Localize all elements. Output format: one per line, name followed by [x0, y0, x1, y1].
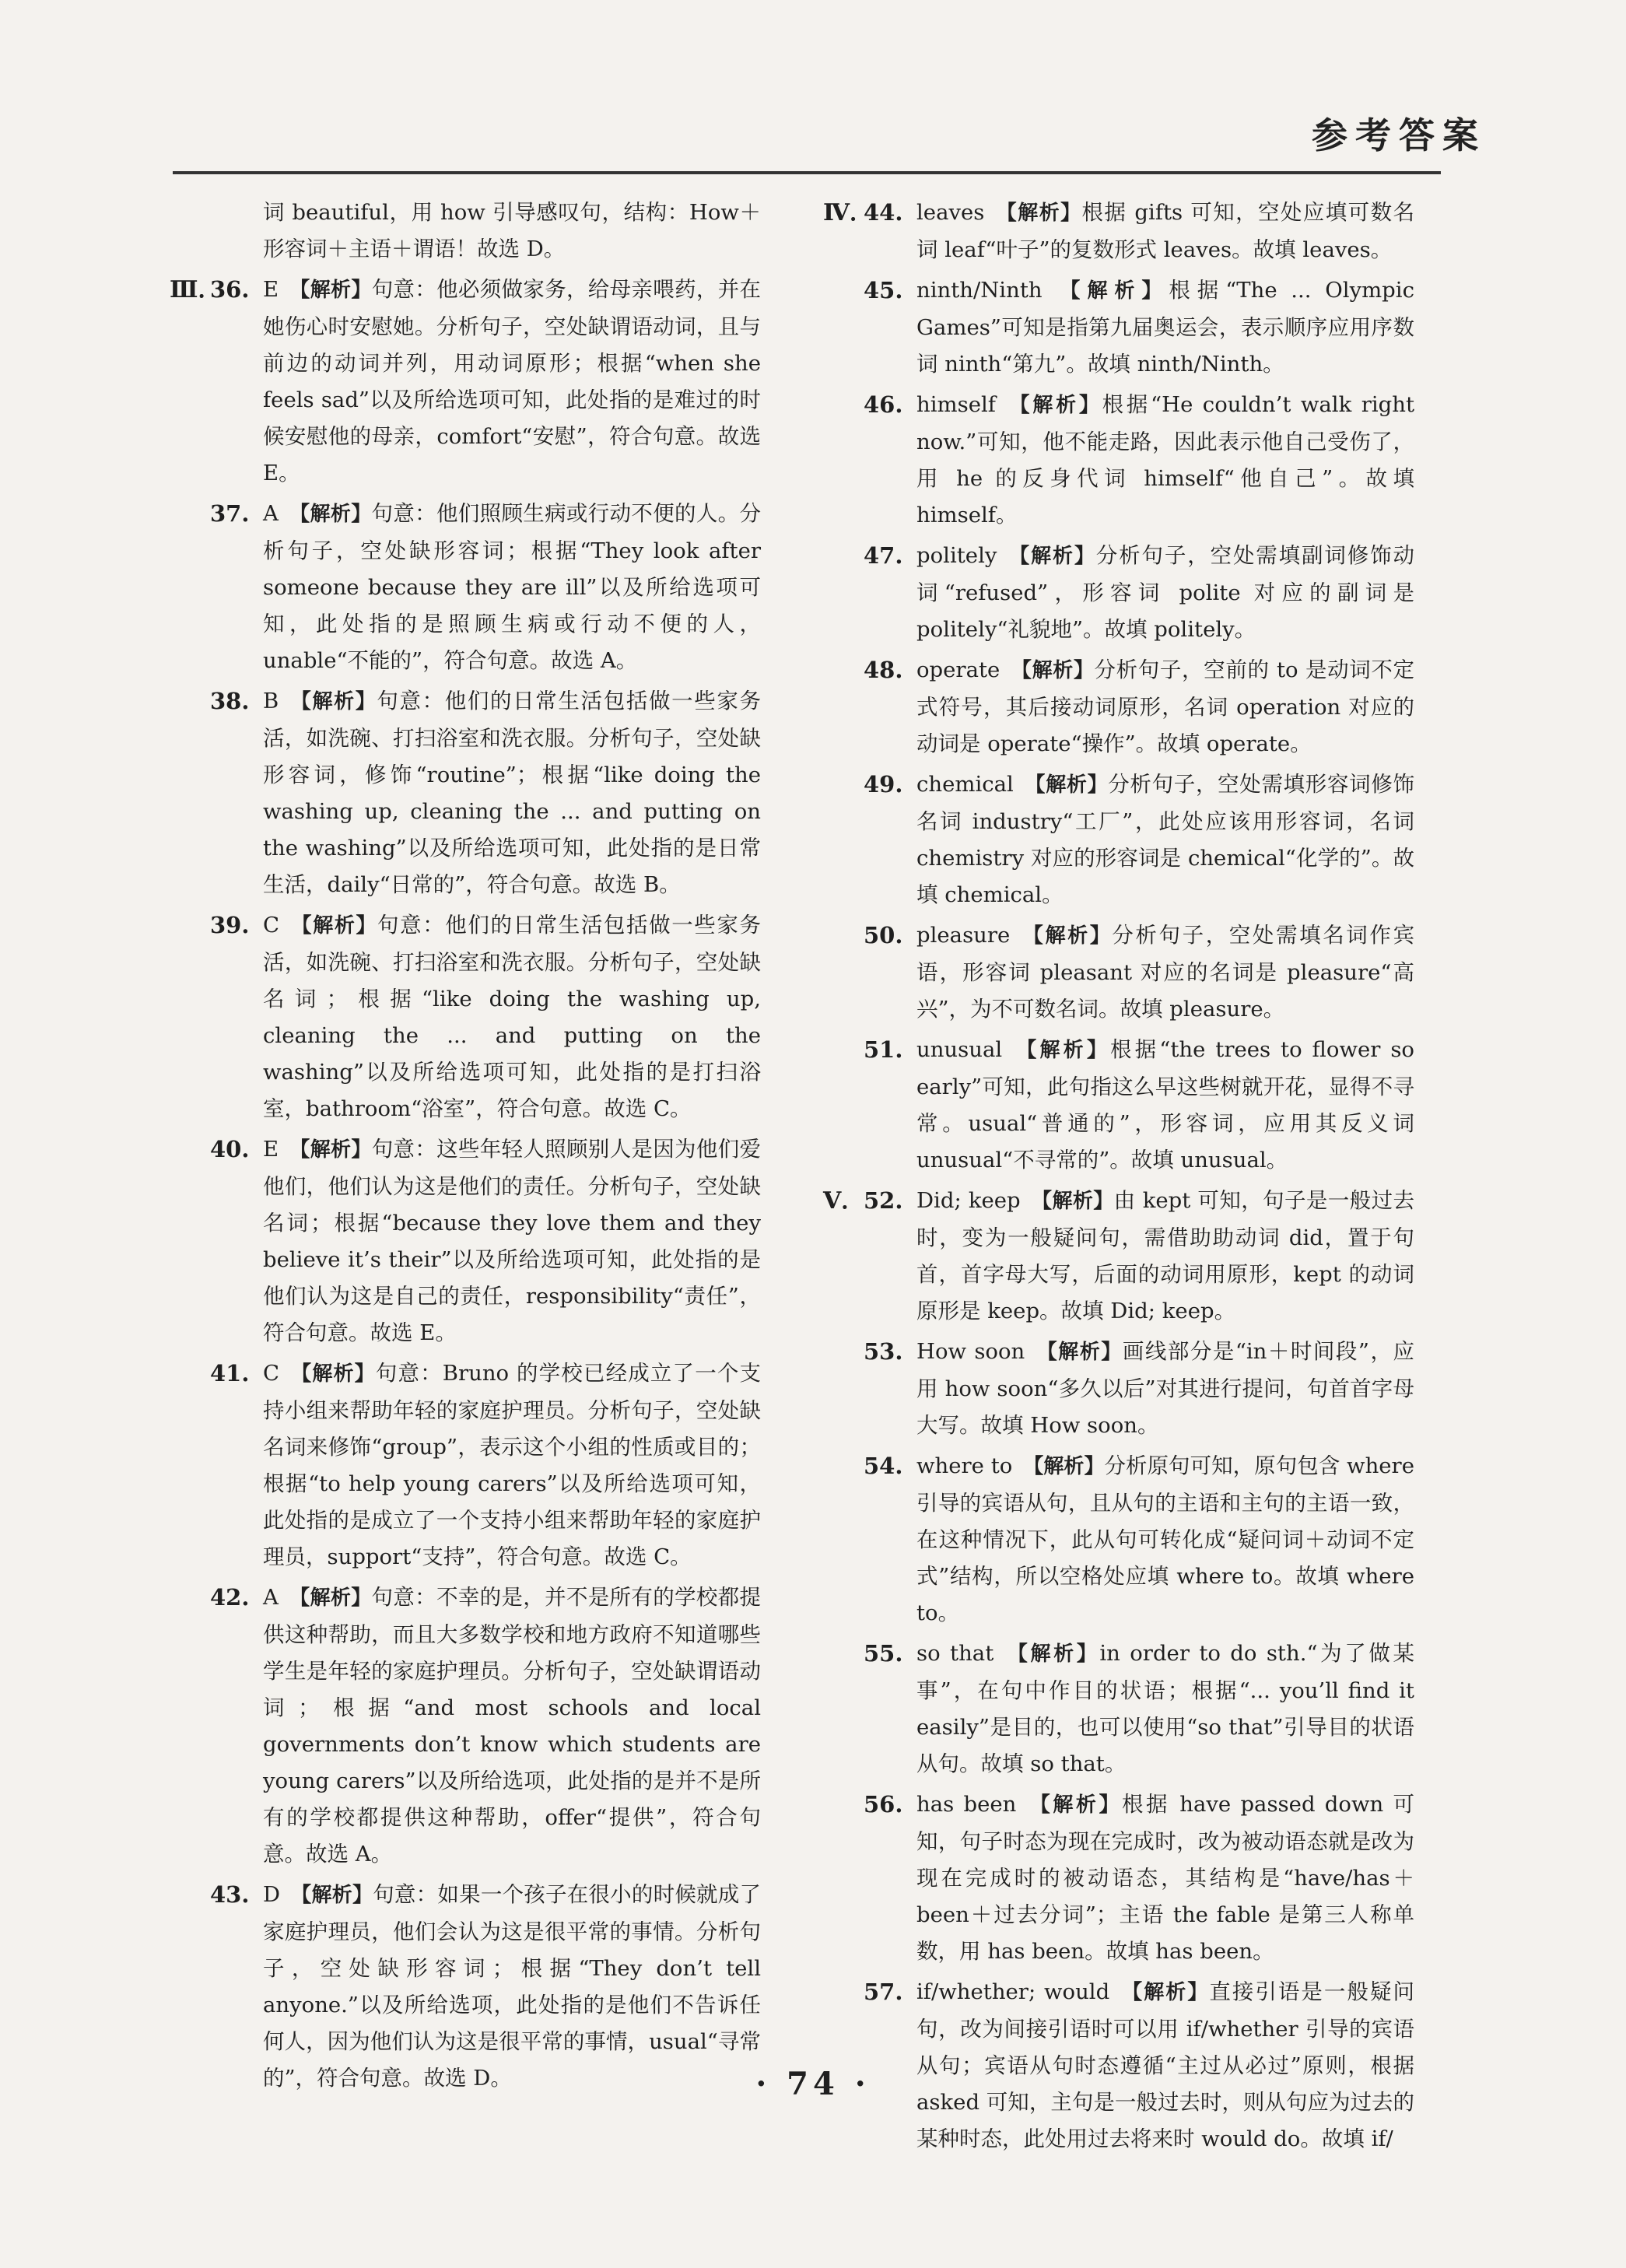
- answer-entry-56: [823, 1786, 1414, 1970]
- answer-value: so that: [916, 1641, 994, 1666]
- answer-value: politely: [916, 543, 997, 568]
- header-divider: [173, 171, 1441, 174]
- entry-body: [263, 1131, 761, 1351]
- analysis-tag: 【 解析 】: [1053, 279, 1169, 303]
- answer-value: C: [263, 913, 280, 938]
- analysis-text: 句意：不幸的是，并不是所有的学校都提供这种帮助，而且大多数学校和地方政府不知道哪些学生是年轻的家庭护理员。分析句子，空处缺谓语动词；根据“and most schools and local governments don’t know which students are young carers”以及所给选项，此处指的是并不是所有的学校都提供这种帮助，offer“提供”，符合句意。故选 A。: [263, 1585, 761, 1867]
- analysis-text: 画线部分是“in＋时间段”，应用 how soon“多久以后”对其进行提问，句首首字母大写。故填 How soon。: [916, 1339, 1414, 1438]
- entry-body: [263, 496, 761, 679]
- question-number: 49.: [864, 771, 903, 797]
- question-number: 48.: [864, 657, 903, 683]
- question-number: 39.: [210, 912, 250, 938]
- answer-value: B: [263, 689, 279, 713]
- answer-entry-37: [170, 496, 761, 679]
- section-numeral: Ⅴ．: [823, 1187, 865, 1215]
- analysis-text: 句意：如果一个孩子在很小的时候就成了家庭护理员，他们会认为这是很平常的事情。分析句子，空处缺形容词；根据“They don’t tell anyone.”以及所给选项，此处指的是他们不告诉任何人，因为他们认为这是很平常的事情，usual“寻常的”，符合句意。故选 D。: [263, 1882, 761, 2091]
- answer-value: pleasure: [916, 923, 1011, 948]
- answer-value: A: [263, 1585, 279, 1610]
- entry-body: [916, 1635, 1414, 1783]
- analysis-tag: 【 解析 】: [1021, 924, 1112, 948]
- analysis-text: 直接引语是一般疑问句，改为间接引语时可以用 if/whether 引导的宾语从句；宾语从句时态遵循“主过从必过”原则，根据 asked 可知，主句是一般过去时，则从句应为过去的某种时态，此处用过去将来时 would do。故填 if/: [916, 1979, 1414, 2151]
- answer-entry-41: [170, 1355, 761, 1576]
- analysis-text: 句意：Bruno 的学校已经成立了一个支持小组来帮助年轻的家庭护理员。分析句子，空处缺名词来修饰“group”，表示这个小组的性质或目的；根据“to help young carers”以及所给选项可知，此处指的是成立了一个支持小组来帮助年轻的家庭护理员，support“支持”，符合句意。故选 C。: [263, 1361, 761, 1569]
- question-number: 50.: [864, 922, 903, 948]
- analysis-text: in order to do sth.“为了做某事”，在句中作目的状语；根据“... you’ll find it easily”是目的，也可以使用“so that”引导目的状语从句。故填 so that。: [916, 1641, 1414, 1776]
- question-number: 44.: [864, 199, 903, 226]
- answer-value: C: [263, 1361, 280, 1386]
- answer-entry-46: [823, 387, 1414, 534]
- entry-body: [263, 272, 761, 492]
- question-number: 38.: [210, 688, 250, 714]
- analysis-tag: 【 解析 】: [1025, 773, 1108, 797]
- question-number: 54.: [864, 1453, 903, 1479]
- left-column: [170, 195, 761, 2101]
- answer-entry-39: [170, 907, 761, 1127]
- answer-entry-42: [170, 1579, 761, 1873]
- question-number: 53.: [864, 1338, 903, 1365]
- question-number: 51.: [864, 1036, 903, 1063]
- analysis-text: 根据“He couldn’t walk right now.”可知，他不能走路，因此表示他自己受伤了，用 he 的反身代词 himself“他自己”。故填 himself。: [916, 392, 1414, 528]
- analysis-tag: 【 解析 】: [1032, 1190, 1114, 1213]
- entry-body: [916, 1448, 1414, 1632]
- analysis-tag: 【 解析 】: [289, 690, 377, 713]
- question-number: 42.: [210, 1584, 250, 1611]
- answer-entry-36: [170, 272, 761, 492]
- answer-entry: [170, 195, 761, 268]
- analysis-text: 由 kept 可知，句子是一般过去时，变为一般疑问句，需借助助动词 did，置于句首，首字母大写，后面的动词用原形，kept 的动词原形是 keep。故填 Did; keep。: [916, 1188, 1414, 1323]
- analysis-tag: 【 解析 】: [1120, 1981, 1209, 2004]
- answer-value: unusual: [916, 1037, 1003, 1062]
- question-number: 47.: [864, 542, 903, 569]
- analysis-tag: 【 解析 】: [1023, 1455, 1104, 1478]
- analysis-text: 句意：他们的日常生活包括做一些家务活，如洗碗、打扫浴室和洗衣服。分析句子，空处缺形容词，修饰“routine”；根据“like doing the washing up, cleaning the ... and putting on the washing”以及所给选项可知，此处指的是日常生活，daily“日常的”，符合句意。故选 B。: [263, 689, 761, 897]
- answer-entry-52: [823, 1183, 1414, 1330]
- answer-value: operate: [916, 657, 1000, 682]
- entry-body: [916, 1786, 1414, 1970]
- answer-value: himself: [916, 392, 996, 417]
- entry-body: [916, 917, 1414, 1028]
- entry-body: [916, 195, 1414, 268]
- analysis-text: 根据“The ... Olympic Games”可知是指第九届奥运会，表示顺序应用序数词 ninth“第九”。故填 ninth/Ninth。: [916, 278, 1414, 377]
- answer-value: Did; keep: [916, 1188, 1021, 1213]
- section-numeral: Ⅳ．: [823, 199, 874, 226]
- answer-entry-47: [823, 538, 1414, 648]
- analysis-text: 分析句子，空处需填形容词修饰名词 industry“工厂”，此处应该用形容词，名词 chemistry 对应的形容词是 chemical“化学的”。故填 chemical。: [916, 772, 1414, 907]
- question-number: 43.: [210, 1881, 250, 1908]
- analysis-tag: 【 解析 】: [1027, 1793, 1122, 1817]
- answer-value: E: [263, 1137, 279, 1162]
- answer-entry-51: [823, 1032, 1414, 1179]
- entry-body: [916, 1334, 1414, 1444]
- answer-entry-44: [823, 195, 1414, 268]
- analysis-text: 句意：他们的日常生活包括做一些家务活，如洗碗、打扫浴室和洗衣服。分析句子，空处缺名词；根据“like doing the washing up, cleaning the ... and putting on the washing”以及所给选项可知，此处指的是打扫浴室，bathroom“浴室”，符合句意。故选 C。: [263, 913, 761, 1121]
- section-numeral: Ⅲ．: [170, 276, 222, 303]
- analysis-tag: 【 解析 】: [289, 1138, 372, 1162]
- entry-body: [916, 652, 1414, 762]
- entry-body: [263, 1579, 761, 1873]
- answer-value: D: [263, 1882, 281, 1907]
- question-number: 55.: [864, 1640, 903, 1667]
- analysis-tag: 【 解析 】: [1007, 394, 1102, 417]
- entry-body: [263, 683, 761, 903]
- entry-body: [916, 1183, 1414, 1330]
- entry-body: [916, 272, 1414, 383]
- answer-entry-40: [170, 1131, 761, 1351]
- answer-value: E: [263, 277, 279, 302]
- answer-entry-38: [170, 683, 761, 903]
- answer-value: chemical: [916, 772, 1014, 797]
- analysis-text: 分析句子，空处需填名词作宾语，形容词 pleasant 对应的名词是 pleasure“高兴”，为不可数名词。故填 pleasure。: [916, 923, 1414, 1022]
- question-number: 45.: [864, 277, 903, 303]
- page-header-title: 参考答案: [1312, 114, 1486, 156]
- answer-value: How soon: [916, 1339, 1025, 1364]
- analysis-text: 句意：他必须做家务，给母亲喂药，并在她伤心时安慰她。分析句子，空处缺谓语动词，且与前边的动词并列，用动词原形；根据“when she feels sad”以及所给选项可知，此处指的是难过的时候安慰他的母亲，comfort“安慰”，符合句意。故选 E。: [263, 277, 761, 485]
- answer-entry-50: [823, 917, 1414, 1028]
- question-number: 37.: [210, 500, 250, 527]
- analysis-tag: 【 解析 】: [290, 1362, 376, 1386]
- entry-body: [916, 538, 1414, 648]
- analysis-tag: 【 解析 】: [1013, 1039, 1110, 1062]
- answer-value: where to: [916, 1453, 1013, 1478]
- answer-entry-48: [823, 652, 1414, 762]
- answer-entry-55: [823, 1635, 1414, 1783]
- analysis-text: 根据“the trees to flower so early”可知，此句指这么早这些树就开花，显得不寻常。usual“普通的”，形容词，应用其反义词 unusual“不寻常的”。故填 unusual。: [916, 1037, 1414, 1173]
- analysis-tag: 【 解析 】: [1007, 545, 1095, 568]
- question-number: 41.: [210, 1360, 250, 1386]
- answer-value: leaves: [916, 200, 985, 225]
- question-number: 40.: [210, 1136, 250, 1162]
- entry-body: [916, 766, 1414, 913]
- analysis-tag: 【 解析 】: [995, 202, 1081, 225]
- entry-body: [263, 1355, 761, 1576]
- analysis-text: 分析原句可知，原句包含 where 引导的宾语从句，且从句的主语和主句的主语一致，在这种情况下，此从句可转化成“疑问词＋动词不定式”结构，所以空格处应填 where to。故填 where to。: [916, 1453, 1414, 1625]
- question-number: 56.: [864, 1791, 903, 1818]
- answer-value: if/whether; would: [916, 1979, 1110, 2004]
- entry-body: [263, 907, 761, 1127]
- analysis-text: 根据 have passed down 可知，句子时态为现在完成时，改为被动语态就是改为现在完成时的被动语态，其结构是“have/has＋been＋过去分词”；主语 the fable 是第三人称单数，用 has been。故填 has been。: [916, 1792, 1414, 1964]
- question-number: 52.: [864, 1187, 903, 1214]
- answer-entry-43: [170, 1877, 761, 2097]
- analysis-text: 句意：他们照顾生病或行动不便的人。分析句子，空处缺形容词；根据“They look after someone because they are ill”以及所给选项可知，此处指的是照顾生病或行动不便的人，unable“不能的”，符合句意。故选 A。: [263, 501, 761, 673]
- answer-value: A: [263, 501, 279, 526]
- analysis-tag: 【 解析 】: [1004, 1642, 1099, 1666]
- answer-entry-53: [823, 1334, 1414, 1444]
- answer-value: has been: [916, 1792, 1017, 1817]
- analysis-text: 分析句子，空前的 to 是动词不定式符号，其后接动词原形，名词 operation 对应的动词是 operate“操作”。故填 operate。: [916, 657, 1414, 756]
- analysis-tag: 【 解析 】: [1011, 659, 1094, 682]
- answer-entry-54: [823, 1448, 1414, 1632]
- answer-entry-45: [823, 272, 1414, 383]
- page-number: · 74 ·: [755, 2066, 871, 2102]
- entry-body: [916, 1032, 1414, 1179]
- answer-entry-49: [823, 766, 1414, 913]
- analysis-text: 句意：这些年轻人照顾别人是因为他们爱他们，他们认为这是他们的责任。分析句子，空处缺名词；根据“because they love them and they believe it’s their”以及所给选项可知，此处指的是他们认为这是自己的责任，responsibility“责任”，符合句意。故选 E。: [263, 1137, 761, 1345]
- answer-value: ninth/Ninth: [916, 278, 1043, 303]
- entry-body: [263, 1877, 761, 2097]
- analysis-tag: 【 解析 】: [289, 279, 372, 302]
- right-column: [823, 195, 1414, 2161]
- analysis-tag: 【 解析 】: [289, 503, 372, 526]
- analysis-tag: 【 解析 】: [291, 1884, 373, 1907]
- analysis-text: 分析句子，空处需填副词修饰动词“refused”，形容词 polite 对应的副词是 politely“礼貌地”。故填 politely。: [916, 543, 1414, 642]
- analysis-tag: 【 解析 】: [1036, 1341, 1123, 1364]
- question-number: 36.: [210, 276, 250, 303]
- entry-body: [916, 387, 1414, 534]
- analysis-tag: 【 解析 】: [290, 914, 377, 938]
- question-number: 57.: [864, 1979, 903, 2005]
- analysis-text: 根据 gifts 可知，空处应填可数名词 leaf“叶子”的复数形式 leaves。故填 leaves。: [916, 200, 1414, 262]
- analysis-tag: 【 解析 】: [289, 1586, 372, 1610]
- question-number: 46.: [864, 391, 903, 418]
- entry-text: 词 beautiful，用 how 引导感叹句，结构：How＋形容词＋主语＋谓语！故选 D。: [263, 200, 761, 261]
